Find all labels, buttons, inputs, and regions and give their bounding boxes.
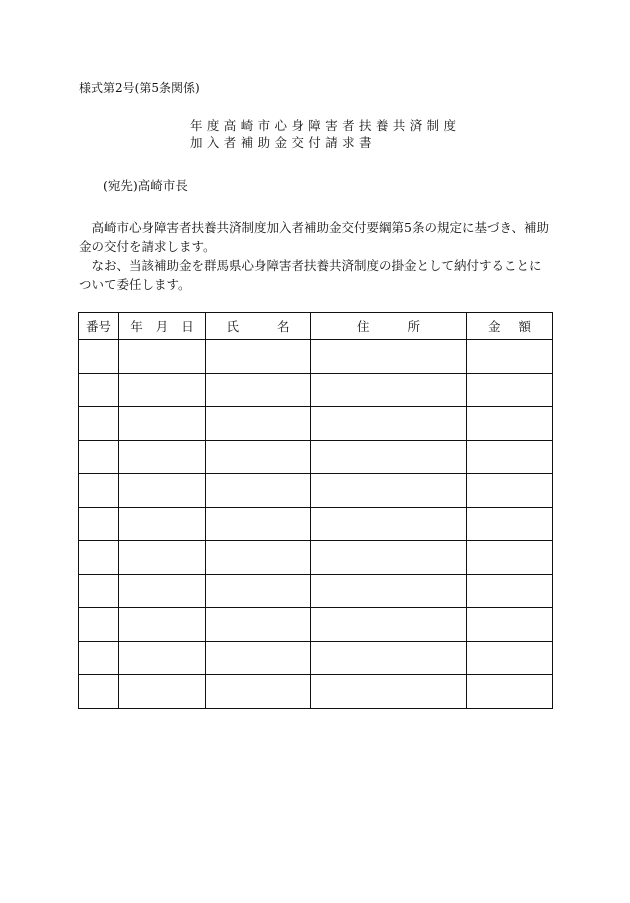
address-cell[interactable] (311, 574, 467, 608)
statement-paragraph-1: 高崎市心身障害者扶養共済制度加入者補助金交付要綱第5条の規定に基づき、補助金の交付を請求します。 (79, 220, 549, 254)
amount-cell[interactable] (467, 440, 553, 474)
name-cell[interactable] (206, 440, 311, 474)
request-statement (79, 218, 549, 294)
number-cell[interactable] (79, 574, 119, 608)
address-cell[interactable] (311, 675, 467, 709)
amount-cell[interactable] (467, 507, 553, 541)
date-cell[interactable] (119, 507, 206, 541)
form-number: 様式第2号(第5条関係) (79, 81, 200, 95)
number-cell[interactable] (79, 340, 119, 374)
amount-cell[interactable] (467, 641, 553, 675)
table-row (79, 440, 553, 474)
table-row (79, 574, 553, 608)
date-cell[interactable] (119, 541, 206, 575)
name-cell[interactable] (206, 507, 311, 541)
amount-cell[interactable] (467, 340, 553, 374)
date-cell[interactable] (119, 440, 206, 474)
date-cell[interactable] (119, 675, 206, 709)
date-cell[interactable] (119, 407, 206, 441)
address-cell[interactable] (311, 407, 467, 441)
table-row (79, 608, 553, 642)
header-date: 年 月 日 (119, 313, 206, 340)
statement-paragraph-2: なお、当該補助金を群馬県心身障害者扶養共済制度の掛金として納付することについて委任します。 (79, 258, 542, 292)
form-title-line1: 年度高崎市心身障害者扶養共済制度 (190, 118, 461, 133)
address-cell[interactable] (311, 440, 467, 474)
date-cell[interactable] (119, 574, 206, 608)
number-cell[interactable] (79, 373, 119, 407)
table-row (79, 507, 553, 541)
amount-cell[interactable] (467, 574, 553, 608)
table-row (79, 373, 553, 407)
amount-cell[interactable] (467, 474, 553, 508)
date-cell[interactable] (119, 340, 206, 374)
table-row (79, 474, 553, 508)
number-cell[interactable] (79, 440, 119, 474)
table-row (79, 407, 553, 441)
table-row (79, 541, 553, 575)
amount-cell[interactable] (467, 541, 553, 575)
number-cell[interactable] (79, 507, 119, 541)
addressee: (宛先)高崎市長 (103, 178, 188, 193)
address-cell[interactable] (311, 340, 467, 374)
recipient-table (78, 312, 553, 709)
number-cell[interactable] (79, 608, 119, 642)
address-cell[interactable] (311, 608, 467, 642)
address-cell[interactable] (311, 373, 467, 407)
header-number: 番号 (79, 313, 119, 340)
name-cell[interactable] (206, 407, 311, 441)
address-cell[interactable] (311, 474, 467, 508)
name-cell[interactable] (206, 373, 311, 407)
table-row (79, 675, 553, 709)
amount-cell[interactable] (467, 675, 553, 709)
name-cell[interactable] (206, 474, 311, 508)
name-cell[interactable] (206, 608, 311, 642)
number-cell[interactable] (79, 675, 119, 709)
date-cell[interactable] (119, 641, 206, 675)
amount-cell[interactable] (467, 608, 553, 642)
form-title-line2: 加入者補助金交付請求書 (190, 135, 376, 150)
name-cell[interactable] (206, 340, 311, 374)
number-cell[interactable] (79, 541, 119, 575)
name-cell[interactable] (206, 641, 311, 675)
table-header-row (79, 313, 553, 340)
name-cell[interactable] (206, 574, 311, 608)
header-name: 氏 名 (206, 313, 311, 340)
amount-cell[interactable] (467, 407, 553, 441)
address-cell[interactable] (311, 541, 467, 575)
amount-cell[interactable] (467, 373, 553, 407)
address-cell[interactable] (311, 641, 467, 675)
date-cell[interactable] (119, 373, 206, 407)
number-cell[interactable] (79, 641, 119, 675)
header-address: 住 所 (311, 313, 467, 340)
date-cell[interactable] (119, 608, 206, 642)
number-cell[interactable] (79, 474, 119, 508)
address-cell[interactable] (311, 507, 467, 541)
header-amount: 金 額 (467, 313, 553, 340)
table-row (79, 641, 553, 675)
number-cell[interactable] (79, 407, 119, 441)
date-cell[interactable] (119, 474, 206, 508)
table-row (79, 340, 553, 374)
name-cell[interactable] (206, 541, 311, 575)
name-cell[interactable] (206, 675, 311, 709)
table-body (79, 340, 553, 709)
